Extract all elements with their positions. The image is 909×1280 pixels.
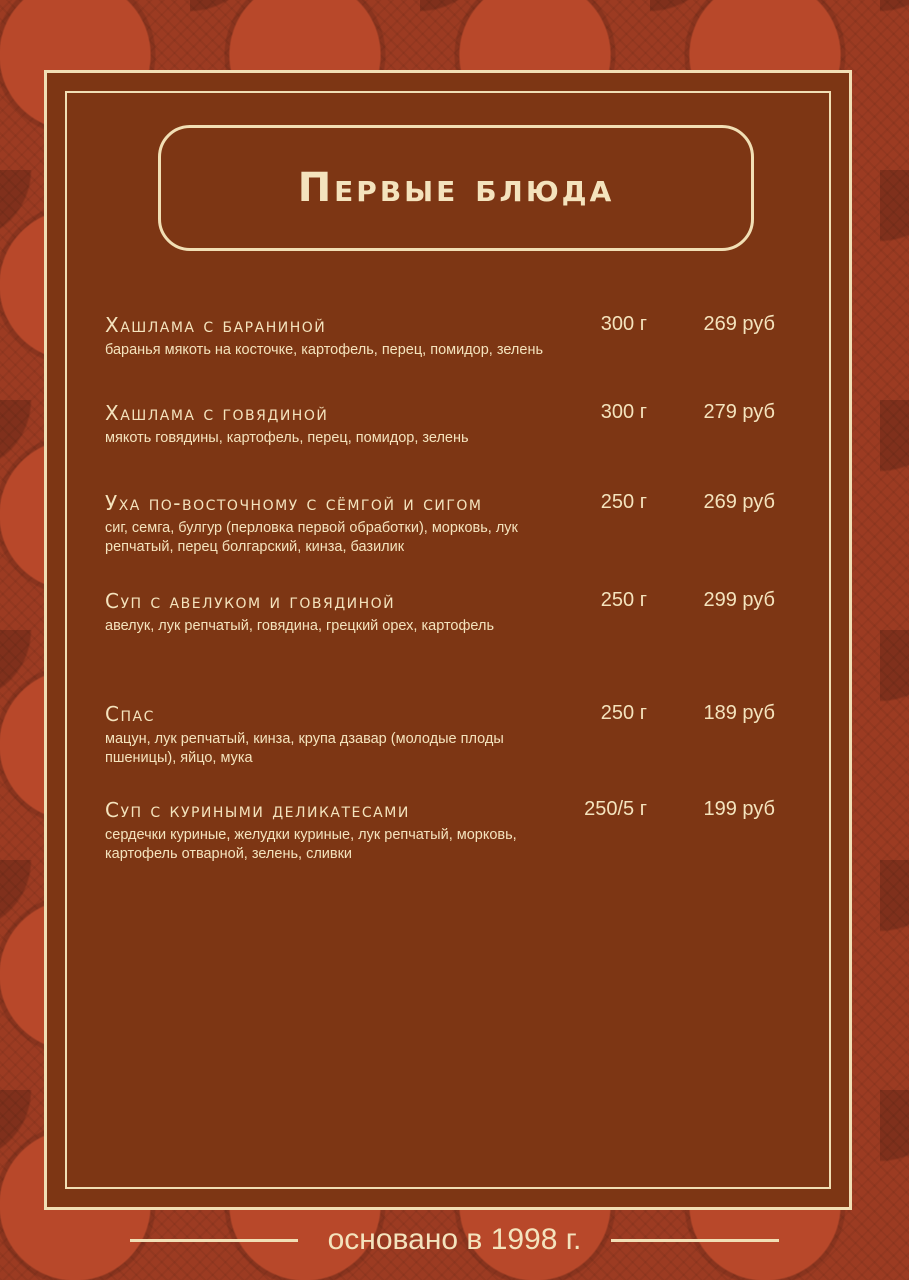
menu-item <box>105 702 795 768</box>
inner-frame <box>65 91 831 1189</box>
item-weight: 250/5 г <box>584 798 647 820</box>
item-weight: 300 г <box>600 313 647 335</box>
item-price: 269 руб <box>703 491 775 513</box>
item-weight: 250 г <box>600 702 647 724</box>
menu-item <box>105 491 795 557</box>
item-description: сиг, семга, булгур (перловка первой обработки), морковь, лук репчатый, перец болгарский, кинза, базилик <box>105 520 518 555</box>
item-weight: 300 г <box>600 401 647 423</box>
item-price: 269 руб <box>703 313 775 335</box>
item-description: мякоть говядины, картофель, перец, помидор, зелень <box>105 430 469 446</box>
title-box <box>158 125 754 251</box>
item-description: мацун, лук репчатый, кинза, крупа дзавар (молодые плоды пшеницы), яйцо, мука <box>105 731 504 766</box>
item-name: Суп с авелуком и говядиной <box>105 589 396 613</box>
item-name: Уха по-восточному с сёмгой и сигом <box>105 491 483 515</box>
item-price: 299 руб <box>703 589 775 611</box>
menu-item <box>105 798 795 864</box>
item-price: 279 руб <box>703 401 775 423</box>
page-title: Первые блюда <box>297 165 615 211</box>
item-name: Спас <box>105 702 155 726</box>
footer-line-left <box>130 1239 298 1242</box>
item-price: 199 руб <box>703 798 775 820</box>
item-description: сердечки куриные, желудки куриные, лук репчатый, морковь, картофель отварной, зелень, сливки <box>105 827 517 862</box>
footer-line-right <box>611 1239 779 1242</box>
item-weight: 250 г <box>600 491 647 513</box>
item-description: баранья мякоть на косточке, картофель, перец, помидор, зелень <box>105 342 544 358</box>
menu-item <box>105 589 795 636</box>
item-name: Хашлама с бараниной <box>105 313 327 337</box>
item-name: Хашлама с говядиной <box>105 401 329 425</box>
menu-item <box>105 401 795 448</box>
menu-item <box>105 313 795 360</box>
menu-panel <box>44 70 852 1210</box>
footer <box>0 1218 909 1262</box>
footer-text: основано в 1998 г. <box>327 1223 582 1256</box>
item-description: авелук, лук репчатый, говядина, грецкий орех, картофель <box>105 618 495 634</box>
item-price: 189 руб <box>703 702 775 724</box>
item-name: Суп с куриными деликатесами <box>105 798 410 822</box>
item-weight: 250 г <box>600 589 647 611</box>
